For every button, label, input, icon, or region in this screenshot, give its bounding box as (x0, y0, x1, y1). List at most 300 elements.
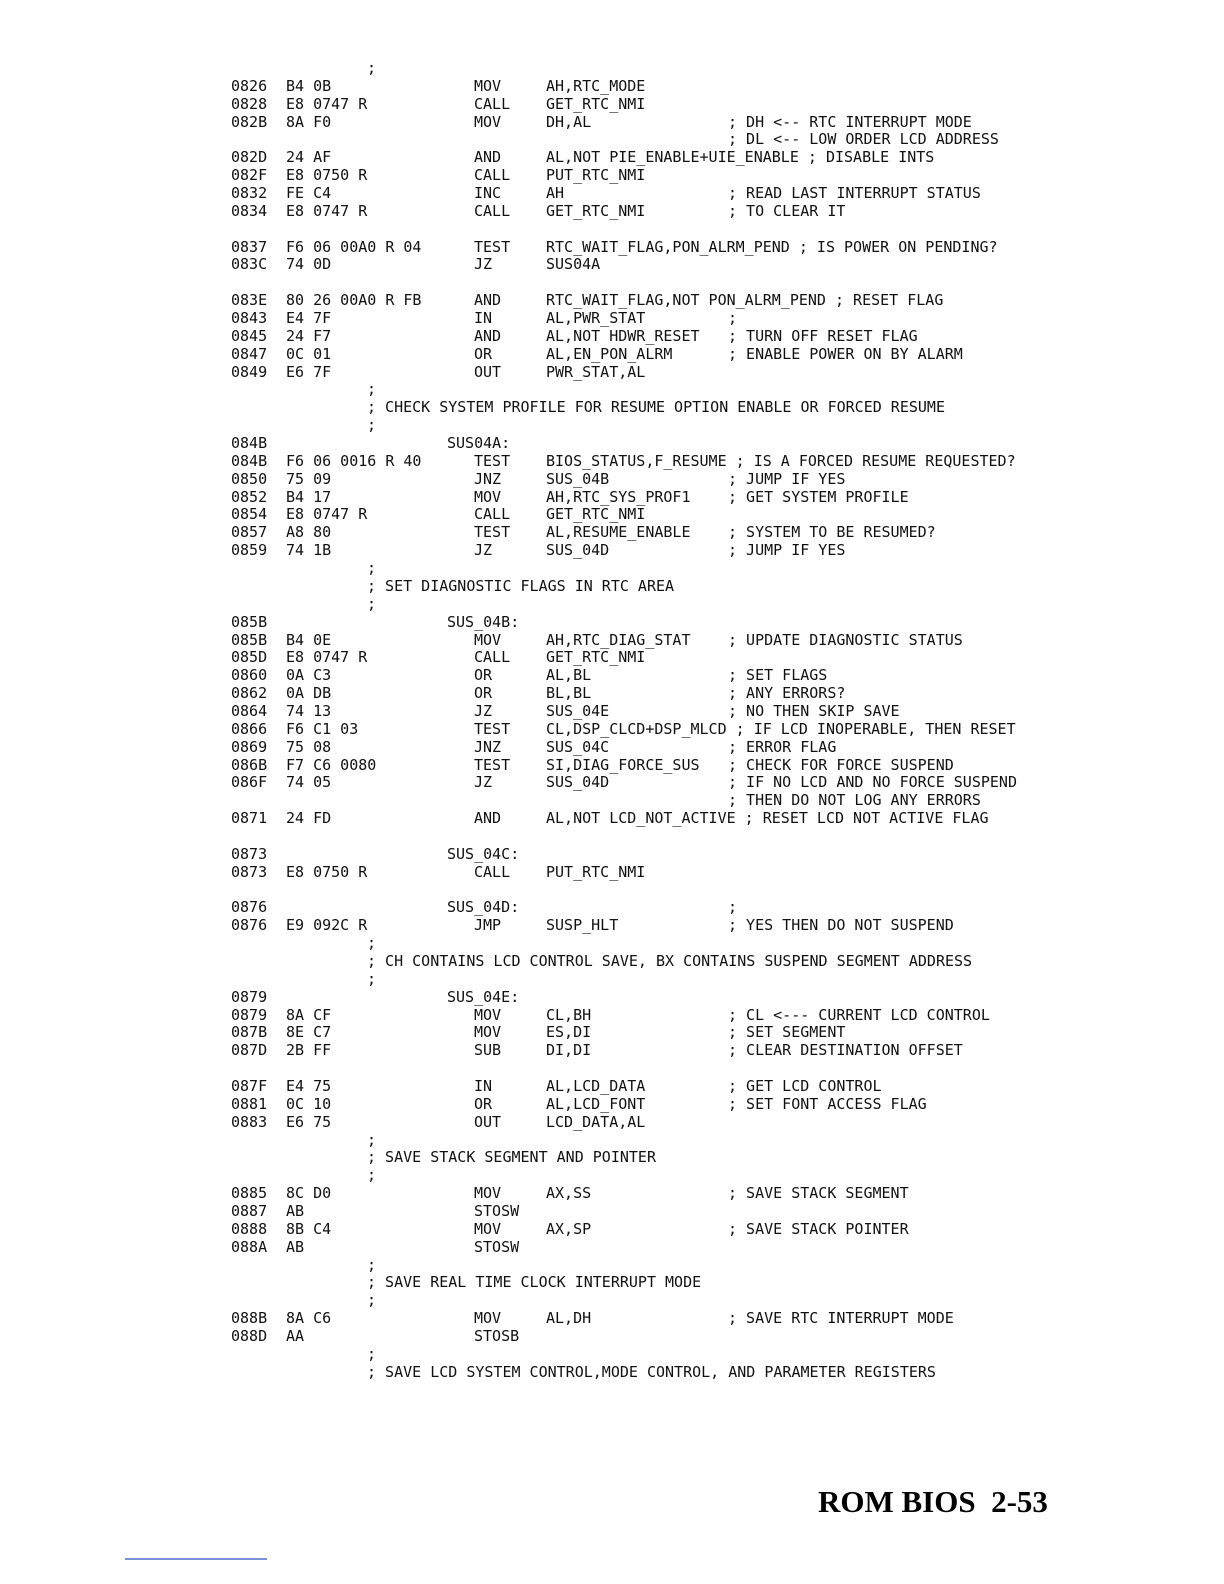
line-comment: ; DL <-- LOW ORDER LCD ADDRESS (728, 130, 999, 149)
code-line (231, 613, 1131, 631)
code-line (231, 416, 1131, 434)
code-line (231, 398, 1131, 416)
line-address: 082F (231, 166, 268, 185)
code-line (231, 881, 1131, 899)
line-operand: GET_RTC_NMI (546, 201, 646, 220)
line-address: 087D (231, 1041, 268, 1060)
line-operand: SUS04A (546, 255, 601, 274)
line-operand: GET_RTC_NMI (546, 648, 646, 667)
line-operand: BIOS_STATUS,F_RESUME ; IS A FORCED RESUME REQUESTED? (546, 451, 1016, 470)
line-object-code: 75 08 (286, 737, 332, 756)
line-opcode: JZ (474, 255, 493, 274)
line-opcode: TEST (474, 451, 511, 470)
line-comment: ; TO CLEAR IT (728, 201, 846, 220)
line-comment: ; SET SEGMENT (728, 1023, 846, 1042)
line-object-code: F6 06 00A0 R 04 (286, 237, 422, 256)
code-line (231, 255, 1131, 273)
line-section-comment: ; CH CONTAINS LCD CONTROL SAVE, BX CONTAINS SUSPEND SEGMENT ADDRESS (367, 951, 973, 970)
line-address: 0883 (231, 1112, 268, 1131)
line-operand: GET_RTC_NMI (546, 505, 646, 524)
code-line (231, 130, 1131, 148)
scan-edge-line (125, 1558, 267, 1560)
code-line (231, 1184, 1131, 1202)
line-address: 0837 (231, 237, 268, 256)
line-comment: ; DH <-- RTC INTERRUPT MODE (728, 112, 972, 131)
line-address: 0876 (231, 916, 268, 935)
line-separator: ; (367, 594, 377, 613)
line-opcode: TEST (474, 523, 511, 542)
line-section-comment: ; SAVE STACK SEGMENT AND POINTER (367, 1148, 656, 1167)
line-operand: AL,EN_PON_ALRM (546, 344, 673, 363)
line-operand: AL,PWR_STAT (546, 309, 646, 328)
line-comment: ; NO THEN SKIP SAVE (728, 701, 900, 720)
line-object-code: 0A DB (286, 684, 332, 703)
line-opcode: STOSW (474, 1237, 520, 1256)
line-object-code: FE C4 (286, 184, 332, 203)
code-line (231, 1095, 1131, 1113)
line-operand: AX,SS (546, 1184, 592, 1203)
line-opcode: AND (474, 326, 502, 345)
line-object-code: B4 0B (286, 76, 332, 95)
line-address: 082B (231, 112, 268, 131)
line-address: 0859 (231, 541, 268, 560)
line-address: 0843 (231, 309, 268, 328)
line-object-code: AB (286, 1237, 305, 1256)
code-line (231, 184, 1131, 202)
line-object-code: E4 75 (286, 1076, 332, 1095)
line-comment: ; UPDATE DIAGNOSTIC STATUS (728, 630, 963, 649)
code-line (231, 756, 1131, 774)
line-operand: DH,AL (546, 112, 592, 131)
code-line (231, 95, 1131, 113)
code-line (231, 1202, 1131, 1220)
line-section-comment: ; SET DIAGNOSTIC FLAGS IN RTC AREA (367, 576, 675, 595)
line-opcode: TEST (474, 719, 511, 738)
line-object-code: E8 0750 R (286, 862, 368, 881)
line-object-code: 74 05 (286, 773, 332, 792)
line-opcode: CALL (474, 648, 511, 667)
line-operand: AX,SP (546, 1219, 592, 1238)
line-object-code: 24 FD (286, 809, 332, 828)
line-opcode: AND (474, 809, 502, 828)
line-object-code: 2B FF (286, 1041, 332, 1060)
code-line (231, 1220, 1131, 1238)
line-address: 0847 (231, 344, 268, 363)
code-line (231, 666, 1131, 684)
code-listing (231, 59, 1131, 1381)
code-line (231, 488, 1131, 506)
line-operand: AH,RTC_DIAG_STAT (546, 630, 691, 649)
line-address: 0864 (231, 701, 268, 720)
code-line (231, 434, 1131, 452)
line-opcode: JNZ (474, 469, 502, 488)
line-comment: ; THEN DO NOT LOG ANY ERRORS (728, 791, 981, 810)
line-comment: ; SYSTEM TO BE RESUMED? (728, 523, 936, 542)
code-line (231, 863, 1131, 881)
code-line (231, 1077, 1131, 1095)
line-opcode: JMP (474, 916, 502, 935)
code-line (231, 773, 1131, 791)
line-operand: AL,DH (546, 1309, 592, 1328)
footer-section: ROM BIOS (818, 1484, 976, 1519)
line-address: 0857 (231, 523, 268, 542)
code-line (231, 238, 1131, 256)
code-line (231, 898, 1131, 916)
code-line (231, 791, 1131, 809)
line-comment: ; SAVE RTC INTERRUPT MODE (728, 1309, 954, 1328)
code-line (231, 738, 1131, 756)
line-address: 088D (231, 1327, 268, 1346)
line-object-code: 8A CF (286, 1005, 332, 1024)
code-line (231, 916, 1131, 934)
line-label: SUS04A: (447, 434, 511, 453)
line-address: 0828 (231, 94, 268, 113)
code-line (231, 1023, 1131, 1041)
line-comment: ; ERROR FLAG (728, 737, 837, 756)
code-line (231, 291, 1131, 309)
line-address: 0869 (231, 737, 268, 756)
line-separator: ; (367, 1166, 377, 1185)
line-address: 0881 (231, 1094, 268, 1113)
line-opcode: STOSB (474, 1327, 520, 1346)
line-operand: SUS_04E (546, 701, 610, 720)
code-line (231, 845, 1131, 863)
line-separator: ; (367, 59, 377, 77)
line-operand: AL,NOT HDWR_RESET (546, 326, 700, 345)
line-address: 0888 (231, 1219, 268, 1238)
line-address: 085B (231, 630, 268, 649)
line-address: 083C (231, 255, 268, 274)
line-opcode: MOV (474, 487, 502, 506)
code-line (231, 1148, 1131, 1166)
code-line (231, 327, 1131, 345)
line-opcode: MOV (474, 76, 502, 95)
line-opcode: OR (474, 666, 493, 685)
line-address: 0862 (231, 684, 268, 703)
line-address: 0866 (231, 719, 268, 738)
line-operand: LCD_DATA,AL (546, 1112, 646, 1131)
line-separator: ; (367, 969, 377, 988)
line-address: 0879 (231, 1005, 268, 1024)
line-address: 0849 (231, 362, 268, 381)
line-opcode: MOV (474, 1005, 502, 1024)
line-address: 0885 (231, 1184, 268, 1203)
line-comment: ; (728, 309, 738, 328)
line-object-code: 8B C4 (286, 1219, 332, 1238)
line-operand: AL,NOT LCD_NOT_ACTIVE ; RESET LCD NOT ACTIVE FLAG (546, 809, 989, 828)
code-line (231, 148, 1131, 166)
code-line (231, 1131, 1131, 1149)
code-line (231, 541, 1131, 559)
line-address: 084B (231, 451, 268, 470)
line-address: 0860 (231, 666, 268, 685)
line-object-code: E4 7F (286, 309, 332, 328)
line-operand: CL,DSP_CLCD+DSP_MLCD ; IF LCD INOPERABLE, THEN RESET (546, 719, 1016, 738)
code-line (231, 452, 1131, 470)
line-operand: DI,DI (546, 1041, 592, 1060)
line-opcode: MOV (474, 112, 502, 131)
line-address: 086B (231, 755, 268, 774)
line-address: 088B (231, 1309, 268, 1328)
line-address: 086F (231, 773, 268, 792)
line-operand: AH (546, 184, 565, 203)
line-operand: RTC_WAIT_FLAG,PON_ALRM_PEND ; IS POWER ON PENDING? (546, 237, 998, 256)
line-comment: ; READ LAST INTERRUPT STATUS (728, 184, 981, 203)
line-operand: SUS_04C (546, 737, 610, 756)
code-line (231, 1059, 1131, 1077)
code-line (231, 202, 1131, 220)
line-section-comment: ; SAVE REAL TIME CLOCK INTERRUPT MODE (367, 1273, 702, 1292)
line-label: SUS_04D: (447, 898, 520, 917)
line-opcode: JZ (474, 541, 493, 560)
line-opcode: MOV (474, 1184, 502, 1203)
line-opcode: CALL (474, 201, 511, 220)
code-line (231, 363, 1131, 381)
line-object-code: E8 0747 R (286, 201, 368, 220)
code-line (231, 77, 1131, 95)
line-separator: ; (367, 934, 377, 953)
line-object-code: F6 06 0016 R 40 (286, 451, 422, 470)
line-object-code: A8 80 (286, 523, 332, 542)
line-opcode: CALL (474, 862, 511, 881)
line-object-code: 0C 10 (286, 1094, 332, 1113)
code-line (231, 113, 1131, 131)
line-object-code: 8A C6 (286, 1309, 332, 1328)
line-separator: ; (367, 1130, 377, 1149)
code-line (231, 648, 1131, 666)
line-operand: SI,DIAG_FORCE_SUS (546, 755, 700, 774)
code-line (231, 595, 1131, 613)
line-object-code: E9 092C R (286, 916, 368, 935)
code-line (231, 523, 1131, 541)
line-object-code: E8 0747 R (286, 505, 368, 524)
line-opcode: CALL (474, 505, 511, 524)
line-object-code: F6 C1 03 (286, 719, 359, 738)
code-line (231, 970, 1131, 988)
line-operand: AH,RTC_MODE (546, 76, 646, 95)
code-line (231, 684, 1131, 702)
line-comment: ; CLEAR DESTINATION OFFSET (728, 1041, 963, 1060)
line-operand: SUS_04D (546, 773, 610, 792)
code-line (231, 345, 1131, 363)
line-operand: AL,NOT PIE_ENABLE+UIE_ENABLE ; DISABLE INTS (546, 148, 935, 167)
code-line (231, 1256, 1131, 1274)
code-line (231, 577, 1131, 595)
code-line (231, 1363, 1131, 1381)
line-object-code: 8E C7 (286, 1023, 332, 1042)
line-operand: AL,LCD_FONT (546, 1094, 646, 1113)
line-address: 0871 (231, 809, 268, 828)
code-line (231, 1113, 1131, 1131)
code-line (231, 702, 1131, 720)
line-object-code: E8 0750 R (286, 166, 368, 185)
line-label: SUS_04C: (447, 844, 520, 863)
line-opcode: STOSW (474, 1202, 520, 1220)
line-opcode: IN (474, 309, 493, 328)
line-opcode: MOV (474, 1309, 502, 1328)
code-line (231, 166, 1131, 184)
line-address: 0873 (231, 844, 268, 863)
line-object-code: 74 0D (286, 255, 332, 274)
line-operand: GET_RTC_NMI (546, 94, 646, 113)
line-operand: SUS_04D (546, 541, 610, 560)
line-opcode: MOV (474, 630, 502, 649)
code-line (231, 309, 1131, 327)
line-address: 084B (231, 434, 268, 453)
line-address: 0834 (231, 201, 268, 220)
line-opcode: SUB (474, 1041, 502, 1060)
line-comment: ; CL <--- CURRENT LCD CONTROL (728, 1005, 990, 1024)
code-line (231, 720, 1131, 738)
line-object-code: 8C D0 (286, 1184, 332, 1203)
line-opcode: INC (474, 184, 502, 203)
line-label: SUS_04B: (447, 612, 520, 631)
line-address: 088A (231, 1237, 268, 1256)
line-object-code: 80 26 00A0 R FB (286, 291, 422, 310)
line-address: 085B (231, 612, 268, 631)
line-address: 082D (231, 148, 268, 167)
line-operand: RTC_WAIT_FLAG,NOT PON_ALRM_PEND ; RESET FLAG (546, 291, 944, 310)
line-comment: ; CHECK FOR FORCE SUSPEND (728, 755, 954, 774)
line-address: 0826 (231, 76, 268, 95)
line-operand: SUS_04B (546, 469, 610, 488)
line-separator: ; (367, 1291, 377, 1310)
line-operand: SUSP_HLT (546, 916, 619, 935)
code-line (231, 1238, 1131, 1256)
code-line (231, 952, 1131, 970)
line-comment: ; GET LCD CONTROL (728, 1076, 882, 1095)
line-separator: ; (367, 1255, 377, 1274)
code-line (231, 1327, 1131, 1345)
code-line (231, 380, 1131, 398)
line-comment: ; ENABLE POWER ON BY ALARM (728, 344, 963, 363)
code-line (231, 559, 1131, 577)
line-comment: ; JUMP IF YES (728, 469, 846, 488)
code-line (231, 827, 1131, 845)
footer-page-number: 2-53 (991, 1484, 1048, 1519)
line-section-comment: ; CHECK SYSTEM PROFILE FOR RESUME OPTION ENABLE OR FORCED RESUME (367, 398, 945, 417)
line-address: 0876 (231, 898, 268, 917)
line-opcode: CALL (474, 166, 511, 185)
line-comment: ; GET SYSTEM PROFILE (728, 487, 909, 506)
line-separator: ; (367, 416, 377, 435)
code-line (231, 934, 1131, 952)
line-address: 0854 (231, 505, 268, 524)
line-operand: PWR_STAT,AL (546, 362, 646, 381)
line-operand: CL,BH (546, 1005, 592, 1024)
code-line (231, 1309, 1131, 1327)
line-object-code: 24 AF (286, 148, 332, 167)
code-line (231, 470, 1131, 488)
line-comment: ; SAVE STACK POINTER (728, 1219, 909, 1238)
line-object-code: E8 0747 R (286, 648, 368, 667)
line-opcode: JNZ (474, 737, 502, 756)
page-footer (818, 1484, 1048, 1520)
line-address: 0852 (231, 487, 268, 506)
line-comment: ; YES THEN DO NOT SUSPEND (728, 916, 954, 935)
line-operand: AL,RESUME_ENABLE (546, 523, 691, 542)
line-operand: PUT_RTC_NMI (546, 862, 646, 881)
code-line (231, 505, 1131, 523)
line-address: 0879 (231, 987, 268, 1006)
code-line (231, 1291, 1131, 1309)
line-address: 087B (231, 1023, 268, 1042)
line-opcode: AND (474, 148, 502, 167)
line-comment: ; (728, 898, 738, 917)
line-operand: PUT_RTC_NMI (546, 166, 646, 185)
code-line (231, 59, 1131, 77)
line-opcode: OR (474, 684, 493, 703)
line-object-code: AB (286, 1202, 305, 1220)
line-opcode: JZ (474, 701, 493, 720)
line-opcode: TEST (474, 755, 511, 774)
code-line (231, 1273, 1131, 1291)
line-label: SUS_04E: (447, 987, 520, 1006)
line-opcode: OR (474, 1094, 493, 1113)
line-comment: ; TURN OFF RESET FLAG (728, 326, 918, 345)
line-object-code: E6 7F (286, 362, 332, 381)
line-opcode: TEST (474, 237, 511, 256)
line-opcode: AND (474, 291, 502, 310)
line-object-code: F7 C6 0080 (286, 755, 377, 774)
line-object-code: 8A F0 (286, 112, 332, 131)
line-operand: AL,LCD_DATA (546, 1076, 646, 1095)
line-object-code: 0C 01 (286, 344, 332, 363)
code-line (231, 1006, 1131, 1024)
line-address: 087F (231, 1076, 268, 1095)
line-separator: ; (367, 1344, 377, 1363)
line-object-code: B4 17 (286, 487, 332, 506)
line-object-code: 74 1B (286, 541, 332, 560)
line-address: 0873 (231, 862, 268, 881)
line-address: 0850 (231, 469, 268, 488)
code-line (231, 273, 1131, 291)
line-object-code: 75 09 (286, 469, 332, 488)
code-line (231, 1166, 1131, 1184)
line-opcode: OR (474, 344, 493, 363)
line-object-code: AA (286, 1327, 305, 1346)
line-address: 083E (231, 291, 268, 310)
line-opcode: OUT (474, 1112, 502, 1131)
line-opcode: IN (474, 1076, 493, 1095)
line-separator: ; (367, 380, 377, 399)
line-operand: BL,BL (546, 684, 592, 703)
line-opcode: MOV (474, 1023, 502, 1042)
line-section-comment: ; SAVE LCD SYSTEM CONTROL,MODE CONTROL, AND PARAMETER REGISTERS (367, 1362, 936, 1381)
line-operand: AH,RTC_SYS_PROF1 (546, 487, 691, 506)
line-address: 0832 (231, 184, 268, 203)
line-object-code: E6 75 (286, 1112, 332, 1131)
line-comment: ; SAVE STACK SEGMENT (728, 1184, 909, 1203)
code-line (231, 220, 1131, 238)
code-line (231, 809, 1131, 827)
line-comment: ; JUMP IF YES (728, 541, 846, 560)
line-object-code: E8 0747 R (286, 94, 368, 113)
code-line (231, 1041, 1131, 1059)
line-comment: ; SET FLAGS (728, 666, 828, 685)
line-opcode: OUT (474, 362, 502, 381)
line-address: 0887 (231, 1202, 268, 1220)
line-opcode: MOV (474, 1219, 502, 1238)
line-separator: ; (367, 559, 377, 578)
line-object-code: B4 0E (286, 630, 332, 649)
line-operand: AL,BL (546, 666, 592, 685)
line-object-code: 74 13 (286, 701, 332, 720)
line-address: 085D (231, 648, 268, 667)
line-comment: ; ANY ERRORS? (728, 684, 846, 703)
code-line (231, 1345, 1131, 1363)
line-comment: ; SET FONT ACCESS FLAG (728, 1094, 927, 1113)
